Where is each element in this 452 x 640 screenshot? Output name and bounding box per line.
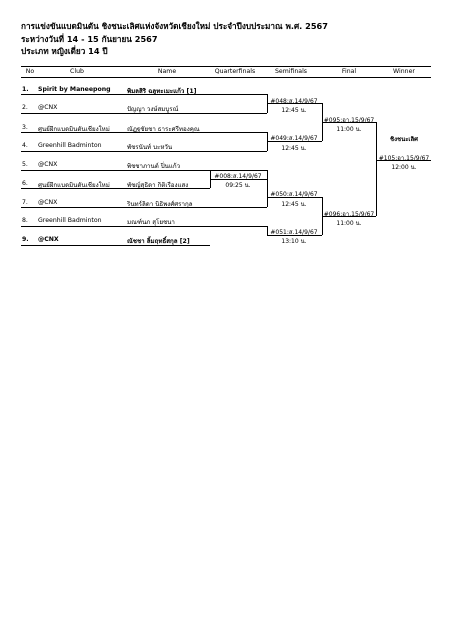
f1-match-code: #095:อา.15/9/67 (323, 117, 375, 124)
entry-player-name: ณัชชา ลิ้มฤทธิ์สกุล [2] (127, 238, 190, 245)
sf3-match-code: #050:ส.14/9/67 (270, 191, 318, 198)
entry-number: 7. (22, 199, 28, 206)
row-8-line (21, 226, 267, 227)
tournament-title: การแข่งขันแบดมินตัน ชิงชนะเลิศแห่งจังหวัดเชียงใหม่ ประจำปีงบประมาณ พ.ศ. 2567 (21, 21, 328, 31)
qf-match-code: #008:ส.14/9/67 (214, 173, 262, 180)
row-9-line (21, 245, 210, 246)
header-final: Final (341, 68, 357, 75)
row-6-line (21, 188, 210, 189)
entry-club: @CNX (38, 236, 59, 243)
entry-number: 9. (22, 236, 29, 243)
entry-player-name: พิชชาภานต์ ปิ่นแก้ว (127, 163, 181, 170)
entry-club: Spirit by Maneepong (38, 86, 111, 93)
entry-player-name: พัชญ์สุธิดา กิติเรืองแสง (127, 182, 189, 189)
entry-club: @CNX (38, 199, 58, 206)
entry-club: ศูนย์ฝึกแบดมินตันเชียงใหม่ (38, 126, 110, 133)
row-4-line (21, 151, 267, 152)
winner-match-code: #105:อา.15/9/67 (378, 155, 430, 162)
sf3-connector-upper (267, 170, 268, 197)
sf3-connector-lower (267, 197, 268, 207)
header-top-rule (21, 66, 431, 67)
f1-match-time: 11:00 น. (336, 126, 362, 133)
row-7-line (21, 207, 267, 208)
sf1-match-code: #048:ส.14/9/67 (270, 98, 318, 105)
entry-club: Greenhill Badminton (38, 142, 102, 149)
header-no: No (25, 68, 35, 75)
winner-connector (376, 122, 377, 216)
entry-number: 3. (22, 124, 28, 131)
sf2-match-code: #049:ส.14/9/67 (270, 135, 318, 142)
header-semifinals: Semifinals (274, 68, 308, 75)
winner-match-time: 12:00 น. (391, 164, 417, 171)
entry-player-name: รินทร์ลิดา นิธิพงศ์ศรากุล (127, 201, 193, 208)
header-club: Club (70, 68, 84, 75)
sf4-match-time: 13:10 น. (281, 238, 307, 245)
qf-match-time: 09:25 น. (225, 182, 251, 189)
sf2-match-time: 12:45 น. (281, 145, 307, 152)
row-1-line (21, 94, 267, 95)
entry-club: @CNX (38, 161, 58, 168)
entry-number: 6. (22, 180, 28, 187)
header-quarterfinals: Quarterfinals (214, 68, 256, 75)
sf3-match-time: 12:45 น. (281, 201, 307, 208)
winner-label: ชิงชนะเลิศ (390, 136, 418, 143)
entry-player-name: พิมลสิริ ฉลูทะเมะแก้ว [1] (127, 88, 197, 95)
entry-number: 5. (22, 161, 28, 168)
f2-match-time: 11:00 น. (336, 220, 362, 227)
entry-club: ศูนย์ฝึกแบดมินตันเชียงใหม่ (38, 182, 110, 189)
entry-club: Greenhill Badminton (38, 217, 102, 224)
row-2-line (21, 113, 267, 114)
tournament-dates: ระหว่างวันที่ 14 - 15 กันยายน 2567 (21, 34, 158, 44)
header-winner: Winner (393, 68, 415, 75)
entry-player-name: มณฑ์นภ สุโยชนา (127, 219, 175, 226)
row-3-line (21, 132, 267, 133)
sf4-match-code: #051:ส.14/9/67 (270, 229, 318, 236)
entry-player-name: ปัญญา วงษ์สมบูรณ์ (127, 106, 179, 113)
entry-number: 1. (22, 86, 29, 93)
entry-number: 8. (22, 217, 28, 224)
entry-club: @CNX (38, 104, 58, 111)
header-bottom-rule (21, 77, 431, 78)
header-name: Name (157, 68, 177, 75)
event-category: ประเภท หญิงเดี่ยว 14 ปี (21, 46, 108, 56)
entry-number: 4. (22, 142, 28, 149)
entry-number: 2. (22, 104, 28, 111)
f2-match-code: #096:อา.15/9/67 (323, 211, 375, 218)
entry-player-name: ณัฏฐชัยชา ธาระศรีทองคุณ (127, 126, 200, 133)
sf1-match-time: 12:45 น. (281, 107, 307, 114)
entry-player-name: พัชรนันท์ บะหวัน (127, 144, 173, 151)
